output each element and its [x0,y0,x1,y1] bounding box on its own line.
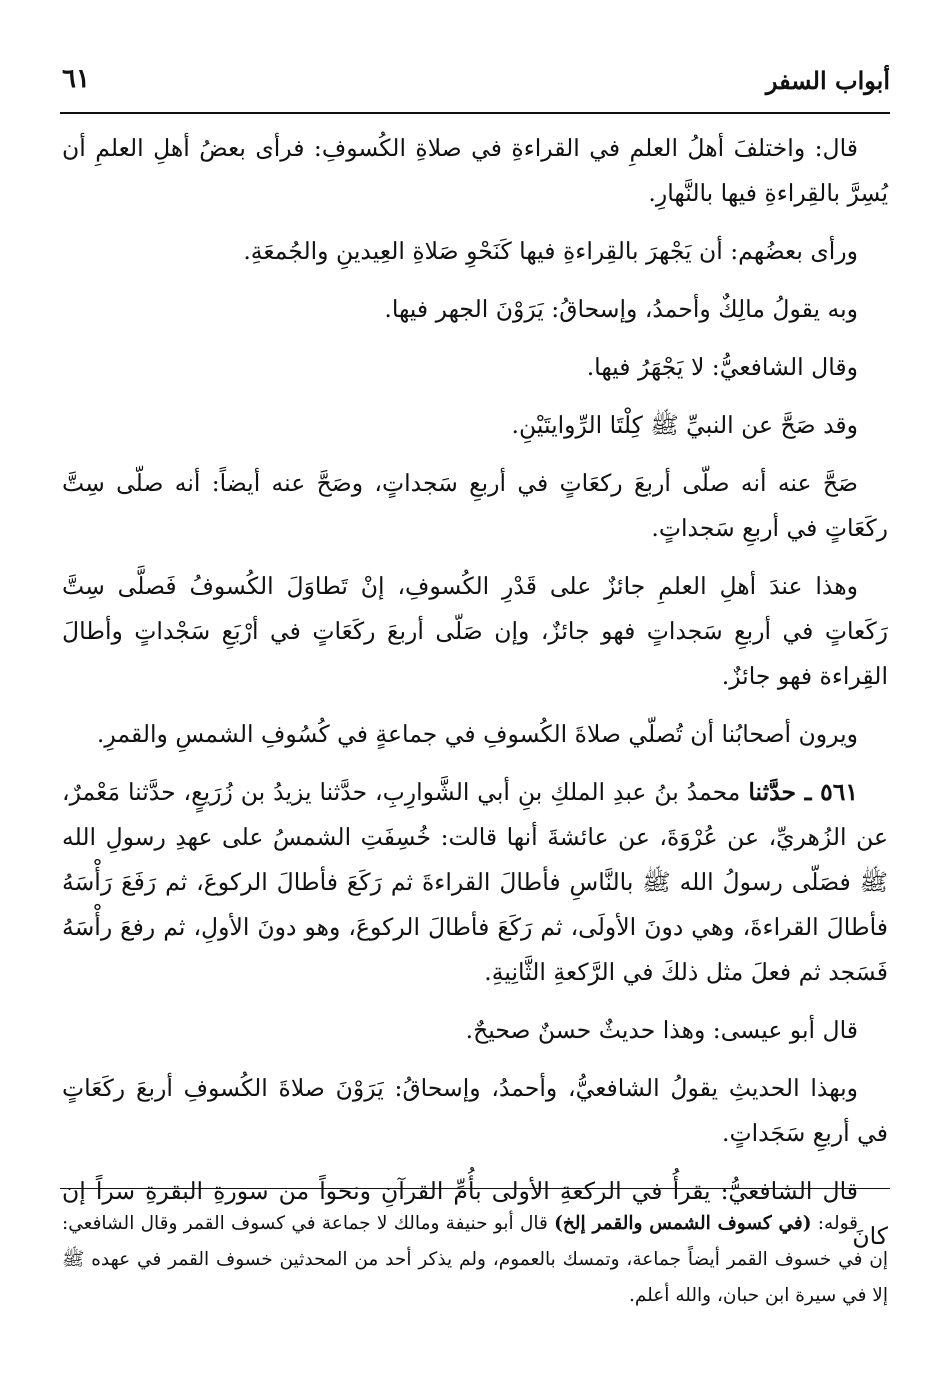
hadith-paragraph [62,770,888,995]
paragraph: صَحَّ عنه أنه صلّى أربعَ ركعَاتٍ في أربعِ سَجداتٍ، وصَحَّ عنه أيضاً: أنه صلّى سِتَّ ركَعَاتٍ في أربعِ سَجداتٍ. [62,469,888,542]
paragraph: ورأى بعضُهم: أن يَجْهرَ بالقِراءةِ فيها كَنَحْوِ صَلاةِ العِيدينِ والجُمعَةِ. [243,237,858,265]
paragraph: وقال الشافعيُّ: لا يَجْهَرُ فيها. [586,353,858,381]
footnote-divider [60,1188,890,1189]
paragraph: قال الشافعيُّ: يقرأُ في الركعةِ الأولى بأُمِّ القرآنِ ونحواً من سورةِ البقرةِ سراً إن كانَ [62,1177,888,1250]
hadith-number-label: ٥٦١ ـ حدَّثنا [748,778,858,806]
footnote-paragraph [62,1206,888,1314]
main-text [62,126,888,1272]
running-header-title: أبواب السفر [765,66,890,95]
footnote-text: قال أبو حنيفة ومالك لا جماعة في كسوف القمر وقال الشافعي: إن في خسوف القمر أيضاً جماعة، وتمسك بالعموم، ولم يذكر أحد من المحدثين خسوف القمر في عهده ﷺ إلا في سيرة ابن حبان، والله أعلم. [62,1213,888,1306]
page-number: ٦١ [62,64,90,94]
hadith-text: محمدُ بنُ عبدِ الملكِ بنِ أبي الشَّوارِبِ، حدَّثنا يزيدُ بن زُرَيعٍ، حدَّثنا مَعْمرٌ، عن الزُهريِّ، عن عُرْوَةَ، عن عائشةَ أنها قالت: خُسِفَتِ الشمسُ على عهدِ رسولِ الله ﷺ فصَلّى رسولُ الله ﷺ بالنَّاسِ فأطالَ القراءةَ ثم رَكَعَ فأطالَ الركوعَ، ثم رَفَعَ رَأْسَهُ فأطالَ القراءةَ، وهي دونَ الأولَى، ثم رَكَعَ فأطالَ الركوعَ، وهو دونَ الأولِ، ثم رفعَ رأْسَهُ فَسَجد ثم فعلَ مثل ذلكَ في الرَّكعةِ الثَّانِيةِ. [62,778,888,986]
footnote-reference: (في كسوف الشمس والقمر إلخ) [554,1213,812,1234]
paragraph: وقد صَحَّ عن النبيِّ ﷺ كِلْتَا الرِّوايتَيْنِ. [511,411,858,439]
paragraph: وهذا عندَ أهلِ العلمِ جائزٌ على قَدْرِ الكُسوفِ، إنْ تَطاوَلَ الكُسوفُ فَصلَّى سِتَّ رَكَعاتٍ في أربعِ سَجداتٍ فهو جائزٌ، وإن صَلّى أربعَ ركَعَاتٍ في أرْبَعِ سَجْداتٍ وأطالَ القِراءة فهو جائزٌ. [62,572,888,690]
footnote [62,1206,888,1314]
footnote-prefix: قوله: [811,1213,858,1234]
header-divider [60,112,890,114]
paragraph: وبه يقولُ مالِكٌ وأحمدُ، وإسحاقُ: يَرَوْنَ الجهر فيها. [384,295,858,323]
paragraph: قال أبو عيسى: وهذا حديثٌ حسنٌ صحيحٌ. [465,1016,858,1044]
paragraph: وبهذا الحديثِ يقولُ الشافعيُّ، وأحمدُ، وإسحاقُ: يَرَوْنَ صلاةَ الكُسوفِ أربعَ ركَعَاتٍ في أربعِ سَجَداتٍ. [62,1074,888,1147]
paragraph: ويرون أصحابُنا أن تُصلّي صلاةَ الكُسوفِ في جماعةٍ في كُسُوفِ الشمسِ والقمرِ. [96,720,858,748]
paragraph: قال: واختلفَ أهلُ العلمِ في القراءةِ في صلاةِ الكُسوفِ: فرأى بعضُ أهلِ العلمِ أن يُسِرَّ بالقِراءةِ فيها بالنَّهارِ. [62,134,888,207]
